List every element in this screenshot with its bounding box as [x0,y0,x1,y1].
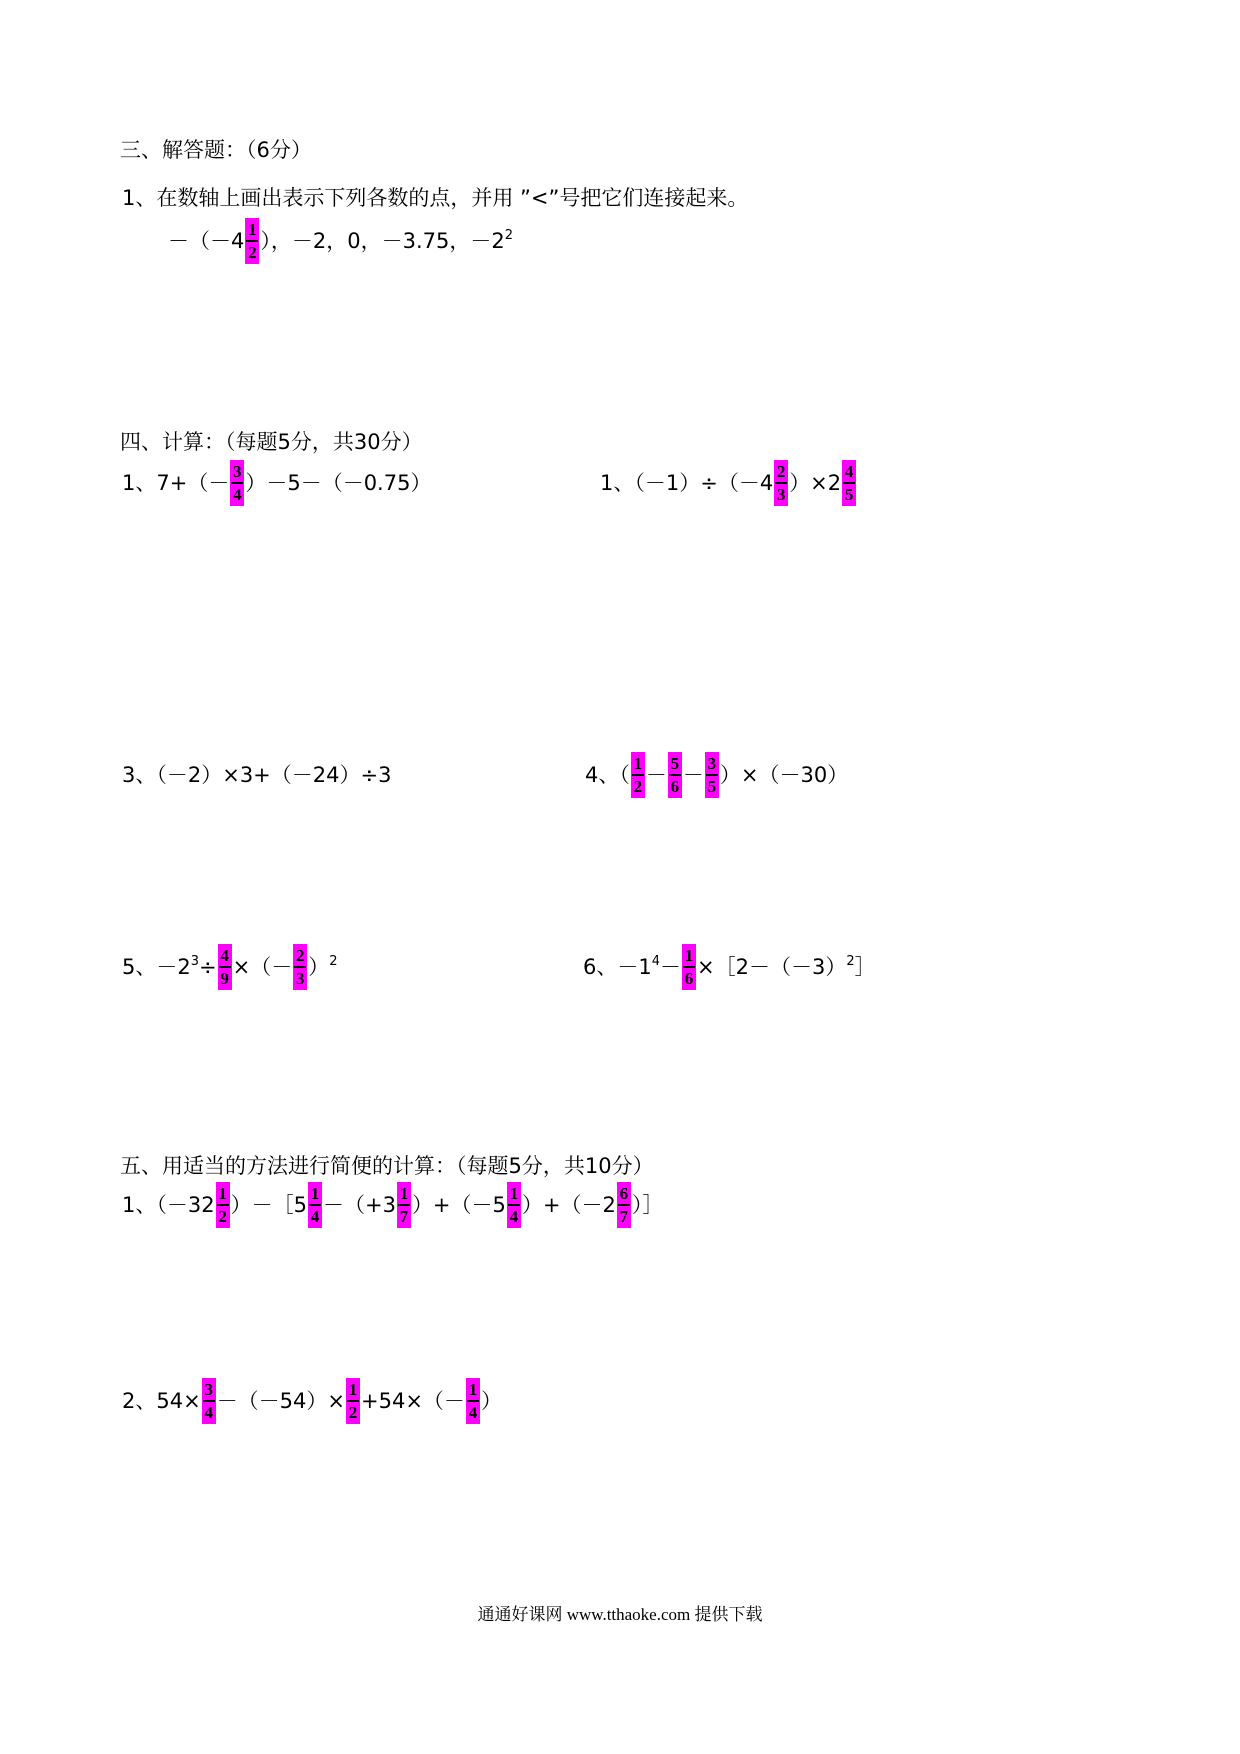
fraction-bar [669,774,681,776]
fraction [202,1378,216,1424]
denominator: 5 [844,485,854,504]
numerator: 4 [844,462,854,481]
fraction [346,1378,360,1424]
numerator: 2 [295,946,305,965]
denominator: 2 [248,243,257,262]
numerator: 1 [509,1184,519,1203]
fraction [293,944,307,990]
denominator: 5 [707,777,717,796]
numerator: 1 [468,1380,478,1399]
fraction [842,460,856,506]
text: － [660,955,682,979]
text: ×［2－（－3） [697,955,847,979]
fraction-bar [309,1204,321,1206]
text: ］ [854,955,876,979]
text: ） [480,1389,502,1413]
denominator: 4 [204,1403,213,1422]
section-3-question-1: 1、在数轴上画出表示下列各数的点，并用 ”<”号把它们连接起来。 [122,186,749,210]
fraction-bar [217,1204,229,1206]
text: ），－2，0，－3.75，－2 [260,229,505,253]
fraction [705,752,719,798]
numerator: 5 [670,754,680,773]
fraction [631,752,645,798]
exponent: 4 [651,954,661,969]
fraction [308,1182,322,1228]
text: －（－54）× [216,1389,346,1413]
numbers-list [168,214,513,266]
problem-4-4 [585,748,848,800]
numerator: 1 [684,946,694,965]
fraction [216,1182,230,1228]
numerator: 1 [218,1184,227,1203]
text: 4、（ [585,763,630,787]
fraction-bar [203,1400,215,1402]
exponent: 3 [190,954,200,969]
exponent: 2 [504,228,513,243]
text: ）－［5 [230,1193,307,1217]
numerator: 1 [310,1184,320,1203]
numerator: 1 [399,1184,409,1203]
numerator: 1 [348,1380,358,1399]
text: 1、（－32 [122,1193,215,1217]
fraction [245,218,259,264]
fraction-bar [294,966,306,968]
problem-4-6 [583,940,876,992]
numerator: 3 [233,462,242,481]
fraction-bar [246,240,258,242]
denominator: 4 [509,1207,519,1226]
text: +54×（－ [361,1389,465,1413]
text: ）－5－（－0.75） [245,471,432,495]
fraction-bar [843,482,855,484]
fraction-bar [219,966,231,968]
fraction-bar [683,966,695,968]
text: ÷ [199,955,217,979]
numerator: 3 [707,754,717,773]
fraction [507,1182,521,1228]
text: ） [308,955,330,979]
fraction-bar [508,1204,520,1206]
fraction [397,1182,411,1228]
fraction-bar [467,1400,479,1402]
text: －（+3 [322,1193,396,1217]
text: ）+（－5 [411,1193,506,1217]
denominator: 2 [633,777,643,796]
fraction-bar [398,1204,410,1206]
exponent: 2 [329,954,338,969]
fraction [617,1182,631,1228]
denominator: 4 [310,1207,320,1226]
problem-5-2 [122,1374,502,1426]
denominator: 4 [233,485,242,504]
text: 2、54× [122,1389,201,1413]
fraction [774,460,788,506]
fraction-bar [231,482,243,484]
numerator: 6 [619,1184,629,1203]
fraction-bar [347,1400,359,1402]
text: ×（－ [232,955,293,979]
fraction [218,944,232,990]
denominator: 9 [220,969,229,988]
text: ）+（－2 [521,1193,616,1217]
problem-4-1 [122,456,431,508]
text: － [645,763,667,787]
section-4-title: 四、计算：（每题5分，共30分） [120,430,423,454]
exponent: 2 [846,954,855,969]
text: 3、（－2）×3+（－24）÷3 [122,763,392,787]
text: 1、7+（－ [122,471,230,495]
text: ）］ [631,1193,664,1217]
text: － [682,763,704,787]
denominator: 2 [348,1403,358,1422]
text: －（－4 [168,229,245,253]
text: 6、－1 [583,955,652,979]
numerator: 2 [776,462,786,481]
problem-4-2 [600,456,857,508]
fraction-bar [618,1204,630,1206]
fraction-bar [632,774,644,776]
problem-4-3 [122,748,391,800]
section-5-title: 五、用适当的方法进行简便的计算：（每题5分，共10分） [120,1154,654,1178]
text: ）×2 [789,471,842,495]
numerator: 1 [248,220,257,239]
fraction [466,1378,480,1424]
problem-5-1 [122,1178,663,1230]
text: 1、（－1）÷（－4 [600,471,774,495]
denominator: 3 [776,485,786,504]
fraction-bar [706,774,718,776]
text: ）×（－30） [719,763,849,787]
denominator: 6 [670,777,680,796]
denominator: 4 [468,1403,478,1422]
text: 5、－2 [122,955,191,979]
numerator: 3 [204,1380,213,1399]
denominator: 2 [218,1207,227,1226]
fraction [682,944,696,990]
denominator: 3 [295,969,305,988]
page-footer: 通通好课网 www.tthaoke.com 提供下载 [477,1605,763,1624]
denominator: 6 [684,969,694,988]
problem-4-5 [122,940,338,992]
numerator: 4 [220,946,229,965]
section-3-title: 三、解答题：（6分） [120,138,312,162]
denominator: 7 [399,1207,409,1226]
denominator: 7 [619,1207,629,1226]
numerator: 1 [633,754,643,773]
fraction [668,752,682,798]
fraction-bar [775,482,787,484]
fraction [230,460,244,506]
